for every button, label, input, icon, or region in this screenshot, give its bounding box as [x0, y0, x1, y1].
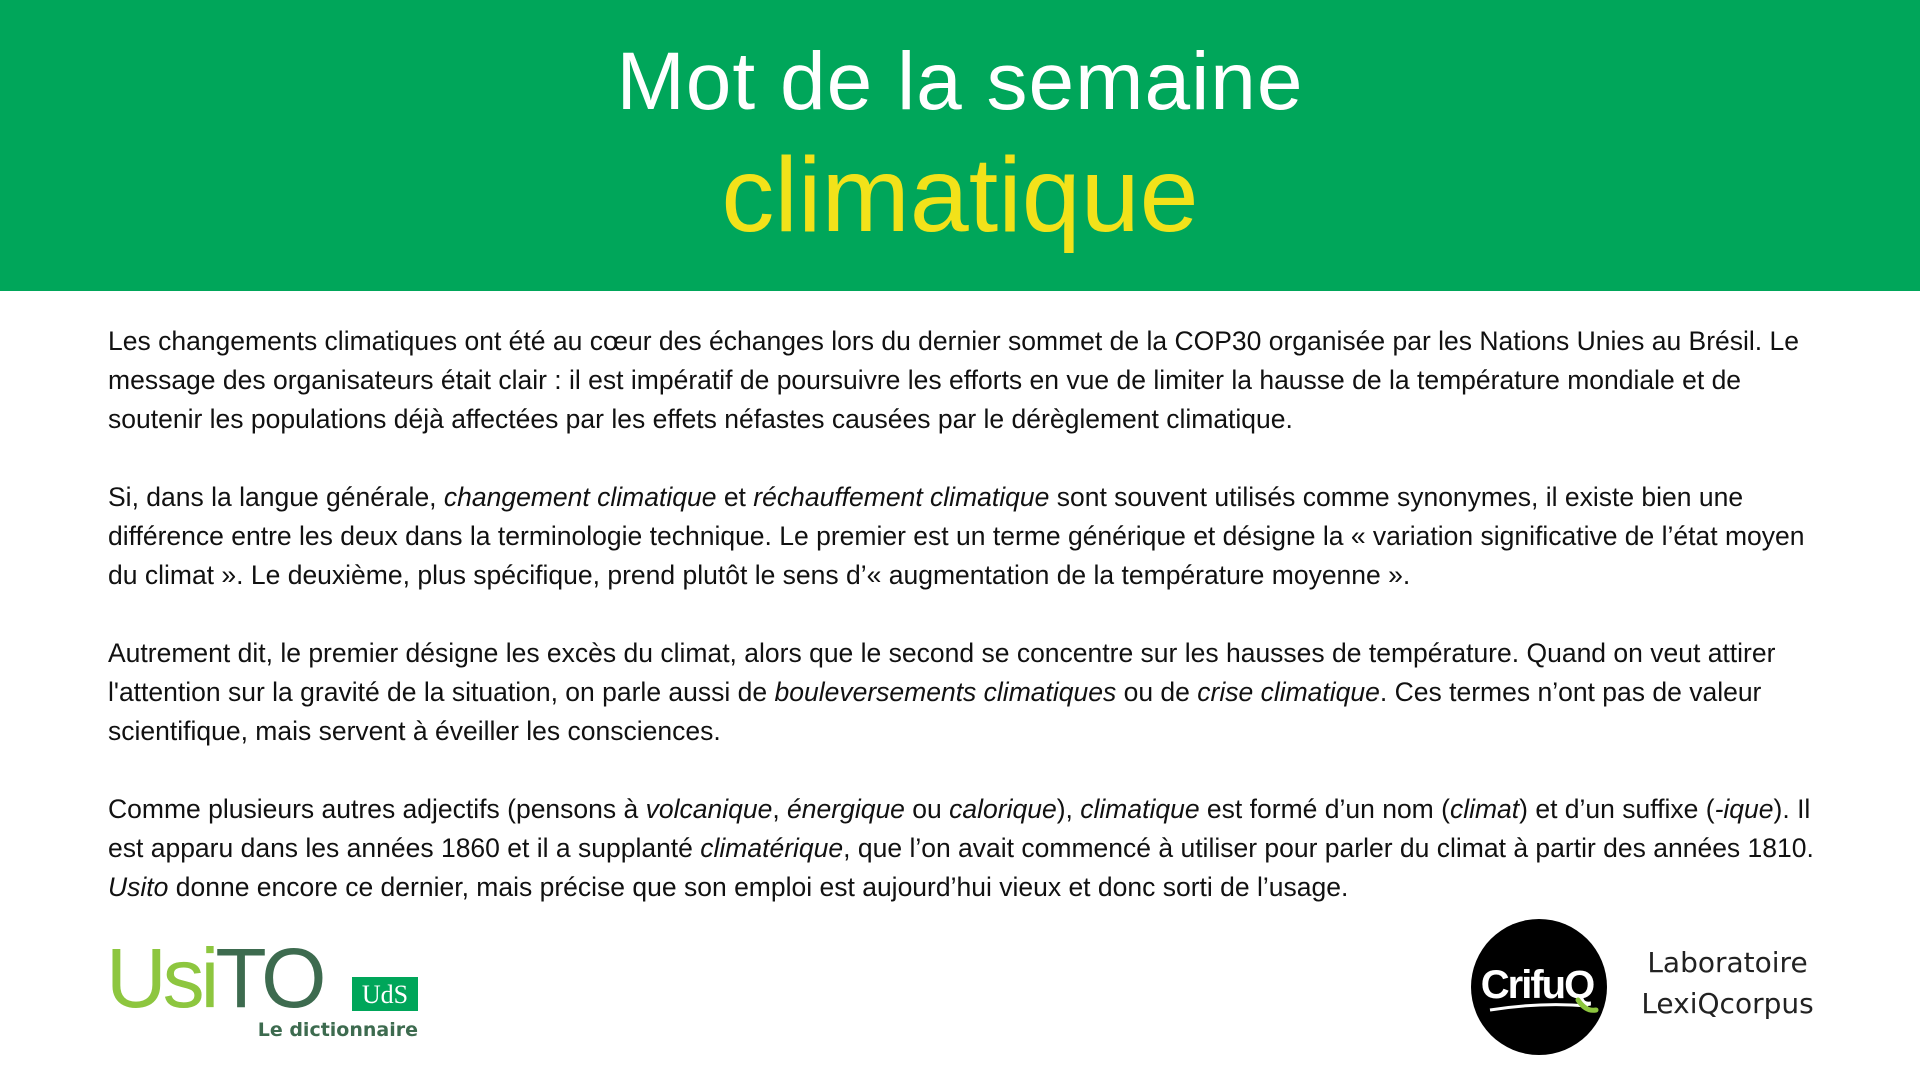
italic-term: Usito [108, 872, 169, 902]
usito-wordmark-part-to: TO [215, 935, 323, 1025]
header-title: Mot de la semaine [616, 36, 1304, 127]
text-run: et [716, 482, 754, 512]
uds-badge-text: UdS [361, 980, 409, 1009]
text-run: Autrement dit, le premier désigne les excès du climat, alors que le second se concentre sur les hausses de température. Quand on veut attirer l'attention sur la gravité de la situation, on parle aussi de [108, 638, 1776, 707]
text-run: , que l’on avait commencé à utiliser pour parler du climat à partir des années 1810. [843, 833, 1814, 863]
text-run: ), [1056, 794, 1081, 824]
usito-tagline: Le dictionnaire [257, 1019, 418, 1041]
text-run: , [772, 794, 788, 824]
italic-term: bouleversements climatiques [774, 677, 1117, 707]
word-of-the-week: climatique [721, 136, 1199, 254]
article-paragraph [108, 790, 1828, 907]
usito-wordmark-part-i: i [200, 935, 216, 1025]
lab-label-line2: LexiQcorpus [1641, 987, 1814, 1020]
text-run: Comme plusieurs autres adjectifs (pensons à [108, 794, 646, 824]
text-run: Les changements climatiques ont été au cœur des échanges lors du dernier sommet de la COP30 organisée par les Nations Unies au Brésil. Le message des organisateurs était clair : il est impératif de poursuivre les efforts en vue de limiter la hausse de la température mondiale et de soutenir les populations déjà affectées par les effets néfastes causées par le dérèglement climatique. [108, 326, 1800, 434]
usito-wordmark [106, 935, 323, 1025]
italic-term: changement climatique [443, 482, 717, 512]
italic-term: volcanique [645, 794, 773, 824]
text-run: ). Il est apparu dans les années 1860 et il a supplanté [108, 794, 1811, 863]
italic-term: climat [1449, 794, 1520, 824]
article-paragraph [108, 478, 1828, 595]
lab-label [1620, 942, 1835, 1024]
italic-term: climatique [1080, 794, 1200, 824]
text-run: ou de [1116, 677, 1198, 707]
text-run: est formé d’un nom ( [1199, 794, 1450, 824]
article-paragraph [108, 322, 1828, 439]
italic-term: -ique [1714, 794, 1774, 824]
italic-term: climatérique [700, 833, 844, 863]
crifuq-logo [1470, 918, 1608, 1056]
text-run: Si, dans la langue générale, [108, 482, 444, 512]
header-banner [0, 0, 1920, 291]
text-run: ou [904, 794, 950, 824]
text-run: donne encore ce dernier, mais précise que son emploi est aujourd’hui vieux et donc sorti de l’usage. [168, 872, 1349, 902]
usito-logo [106, 935, 436, 1047]
text-run: sont souvent utilisés comme synonymes, il existe bien une différence entre les deux dans la terminologie technique. Le premier est un terme générique et désigne la « variation significative de l’état moyen du climat ». Le deuxième, plus spécifique, prend plutôt le sens d’« augmentation de la température moyenne ». [108, 482, 1805, 590]
article-body [108, 322, 1828, 907]
italic-term: crise climatique [1197, 677, 1380, 707]
article-paragraph [108, 634, 1828, 751]
text-run: ) et d’un suffixe ( [1519, 794, 1715, 824]
usito-wordmark-part-us: Us [106, 935, 201, 1025]
crifuq-logo-text: CrifuQ [1480, 963, 1594, 1007]
text-run: . Ces termes n’ont pas de valeur scientifique, mais servent à éveiller les consciences. [108, 677, 1762, 746]
italic-term: énergique [787, 794, 905, 824]
lab-label-line1: Laboratoire [1647, 946, 1808, 979]
italic-term: calorique [949, 794, 1057, 824]
italic-term: réchauffement climatique [753, 482, 1050, 512]
